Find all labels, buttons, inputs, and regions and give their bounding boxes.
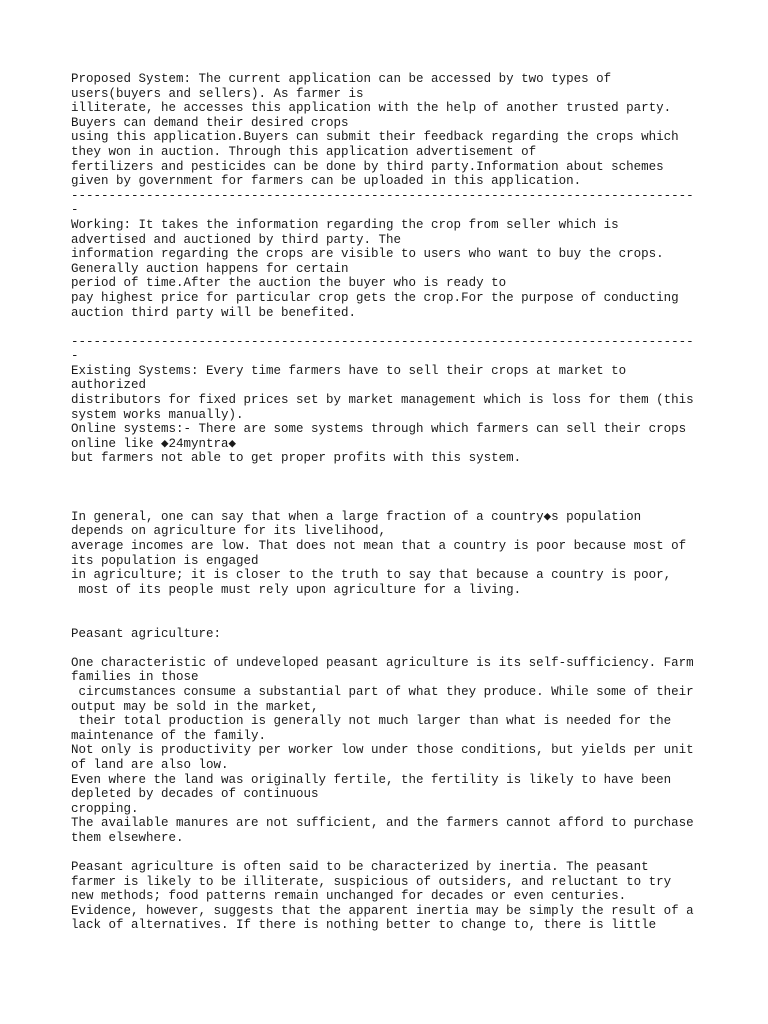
text-line: illiterate, he accesses this application with the help of another trusted party. [71,101,672,116]
text-line [71,597,711,612]
text-line: Evidence, however, suggests that the apparent inertia may be simply the result of a [71,903,694,918]
text-line [71,495,711,510]
text-line: Buyers can demand their desired crops [71,115,349,130]
text-line: In general, one can say that when a large fraction of a country◆s population [71,509,642,524]
text-line: period of time.After the auction the buyer who is ready to [71,276,507,291]
text-line: Generally auction happens for certain [71,261,349,276]
text-line: Even where the land was originally fertile, the fertility is likely to have been [71,772,672,787]
text-line: distributors for fixed prices set by market management which is loss for them (this [71,393,694,408]
text-line: its population is engaged [71,553,259,568]
text-line: they won in auction. Through this application advertisement of [71,144,537,159]
text-line: Existing Systems: Every time farmers have to sell their crops at market to [71,363,627,378]
text-line: One characteristic of undeveloped peasant agriculture is its self-sufficiency. Farm [71,655,694,670]
text-line [71,320,711,335]
text-line: fertilizers and pesticides can be done by third party.Information about schemes [71,159,664,174]
text-line: pay highest price for particular crop gets the crop.For the purpose of conducting [71,290,679,305]
text-line: but farmers not able to get proper profits with this system. [71,451,522,466]
text-line: cropping. [71,801,139,816]
text-line: Peasant agriculture is often said to be characterized by inertia. The peasant [71,860,649,875]
text-line [71,845,711,860]
text-line: given by government for farmers can be uploaded in this application. [71,174,582,189]
text-line: depleted by decades of continuous [71,787,319,802]
text-line: advertised and auctioned by third party. The [71,232,402,247]
text-line: authorized [71,378,147,393]
text-line: - [71,349,79,364]
text-line: Online systems:- There are some systems through which farmers can sell their crops [71,422,687,437]
text-line: online like ◆24myntra◆ [71,436,237,451]
text-line: Not only is productivity per worker low under those conditions, but yields per unit [71,743,694,758]
text-line: depends on agriculture for its livelihood, [71,524,387,539]
text-line: circumstances consume a substantial part of what they produce. While some of their [71,684,694,699]
text-line: new methods; food patterns remain unchanged for decades or even centuries. [71,889,627,904]
text-line: families in those [71,670,199,685]
text-line: system works manually). [71,407,244,422]
text-line: users(buyers and sellers). As farmer is [71,86,364,101]
text-line: output may be sold in the market, [71,699,319,714]
text-line [71,641,711,656]
text-line: auction third party will be benefited. [71,305,357,320]
text-line: ----------------------------------------------------------------------------------- [71,334,694,349]
text-line: their total production is generally not much larger than what is needed for the [71,714,672,729]
text-line: ----------------------------------------------------------------------------------- [71,188,694,203]
text-line: of land are also low. [71,757,229,772]
text-line: most of its people must rely upon agriculture for a living. [71,582,522,597]
text-line: - [71,203,79,218]
text-line: them elsewhere. [71,830,184,845]
text-line: using this application.Buyers can submit their feedback regarding the crops which [71,130,679,145]
text-line: average incomes are low. That does not mean that a country is poor because most of [71,539,687,553]
text-line [71,481,711,496]
text-line: The available manures are not sufficient, and the farmers cannot afford to purchase [71,816,694,831]
text-line: in agriculture; it is closer to the truth to say that because a country is poor, [71,568,672,583]
text-line [71,466,711,481]
text-line: farmer is likely to be illiterate, suspicious of outsiders, and reluctant to try [71,874,672,889]
text-line: lack of alternatives. If there is nothing better to change to, there is little [71,918,657,933]
text-line: maintenance of the family. [71,728,267,743]
document-text [71,72,711,933]
text-line [71,612,711,627]
text-line: Working: It takes the information regarding the crop from seller which is [71,217,619,232]
text-line: Proposed System: The current application can be accessed by two types of [71,72,612,86]
text-line: information regarding the crops are visible to users who want to buy the crops. [71,247,664,262]
text-line: Peasant agriculture: [71,626,222,641]
